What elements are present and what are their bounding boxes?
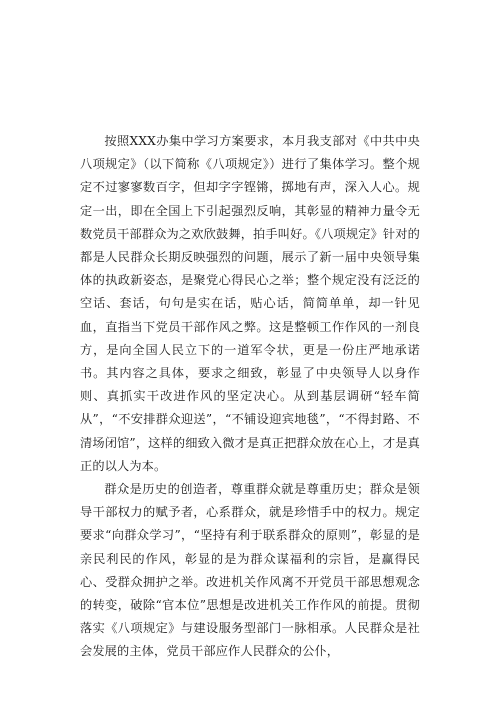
paragraph-2: 群众是历史的创造者，尊重群众就是尊重历史；群众是领导干部权力的赋予者，心系群众，就是珍惜手中的权力。规定要求“向群众学习”，“坚持有利于联系群众的原则”，彰显的是亲民利民的作风，彰显的是为群众谋福利的宗旨，是赢得民心、受群众拥护之举。改进机关作风离不开党员干部思想观念的转变，破除“官本位”思想是改进机关工作作风的前提。贯彻落实《八项规定》与建设服务型部门一脉相承。人民群众是社会发展的主体，党员干部应作人民群众的公仆， xyxy=(80,482,420,659)
document-body xyxy=(80,130,420,664)
paragraph-1: 按照XXX办集中学习方案要求，本月我支部对《中共中央八项规定》（以下简称《八项规定》）进行了集体学习。整个规定不过寥寥数百字，但却字字铿锵，掷地有声，深入人心。规定一出，即在全国上下引起强烈反响，其彰显的精神力量令无数党员干部群众为之欢欣鼓舞，拍手叫好。《八项规定》针对的都是人民群众长期反映强烈的问题，展示了新一届中央领导集体的执政新姿态，是聚党心得民心之举；整个规定没有泛泛的空话、套话，句句是实在话，贴心话，简简单单，却一针见血，直指当下党员干部作风之弊。这是整顿工作作风的一剂良方，是向全国人民立下的一道军令状，更是一份庄严地承诺书。其内容之具体，要求之细致，彰显了中央领导人以身作则、真抓实干改进作风的坚定决心。从到基层调研“轻车简从”，“不安排群众迎送”，“不铺设迎宾地毯”，“不得封路、不清场闭馆”，这样的细致入微才是真正把群众放在心上，才是真正的以人为本。 xyxy=(80,134,420,473)
